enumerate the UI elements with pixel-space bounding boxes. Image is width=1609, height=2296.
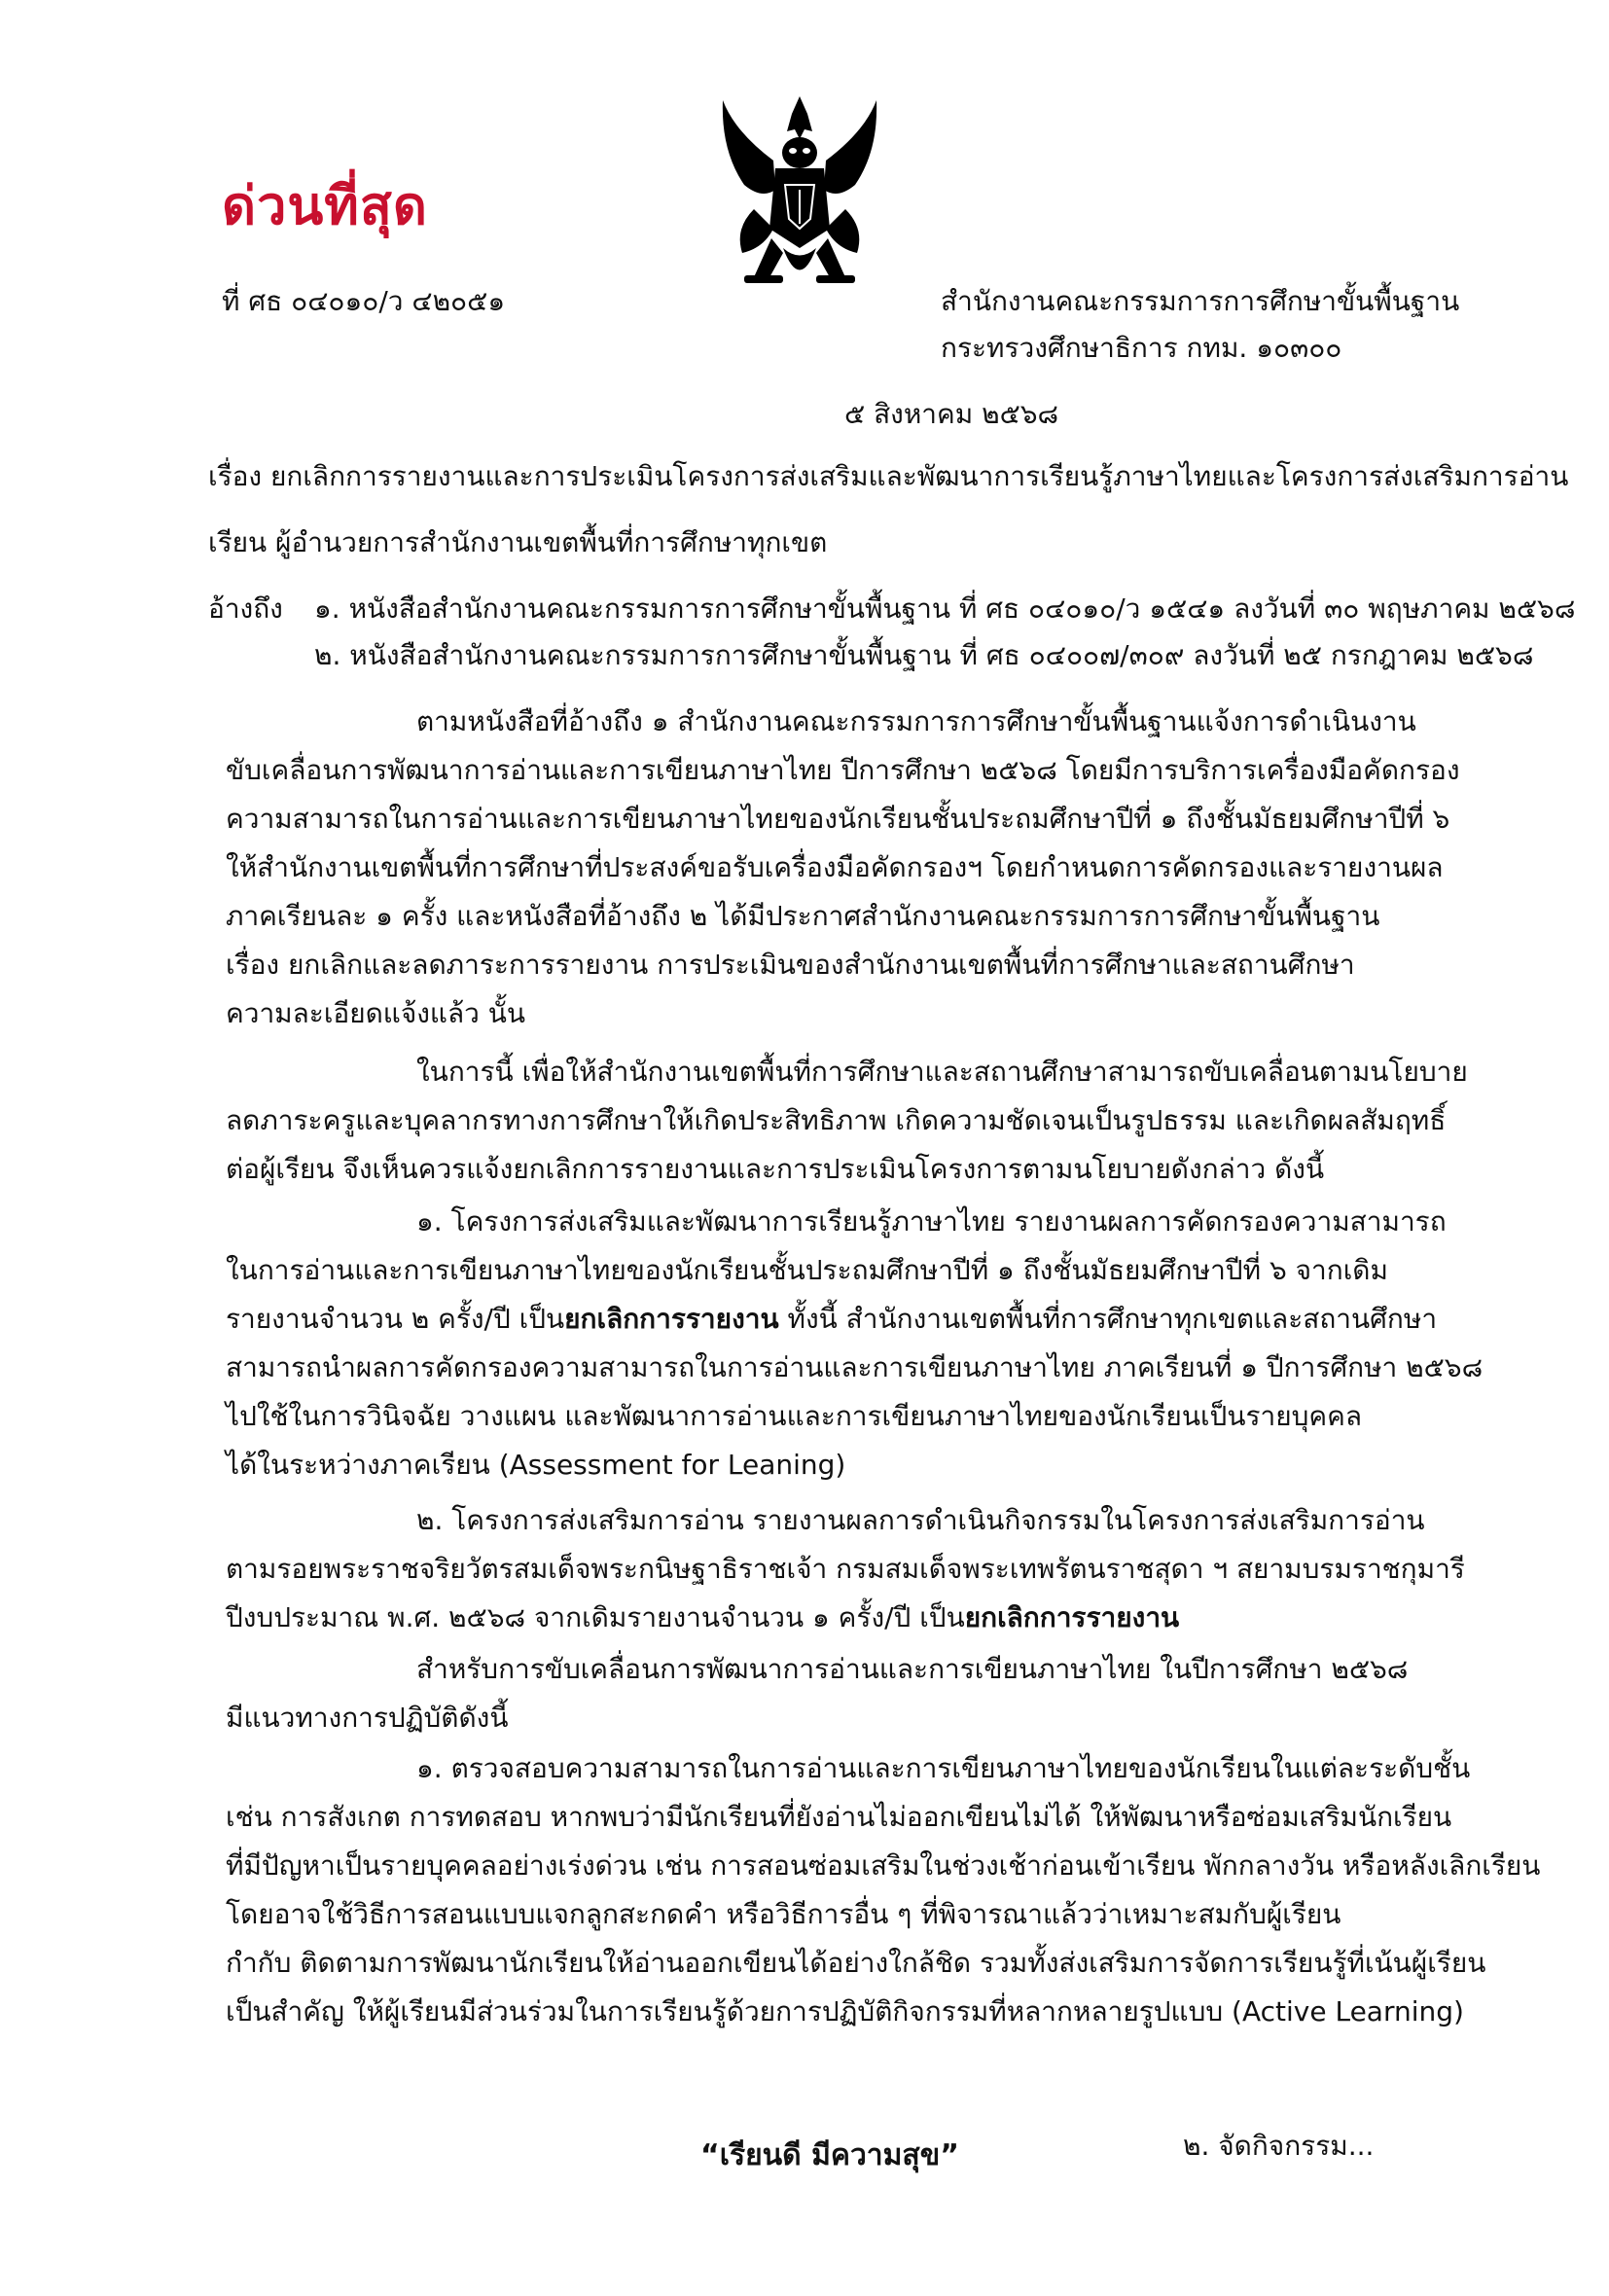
paragraph-line: ๒. โครงการส่งเสริมการอ่าน รายงานผลการดำเนินกิจกรรมในโครงการส่งเสริมการอ่าน bbox=[416, 1504, 1425, 1536]
subject-line: เรื่อง ยกเลิกการรายงานและการประเมินโครงการส่งเสริมและพัฒนาการเรียนรู้ภาษาไทยและโครงการส่งเสริมการอ่าน bbox=[208, 460, 1569, 492]
paragraph-line: เช่น การสังเกต การทดสอบ หากพบว่ามีนักเรียนที่ยังอ่านไม่ออกเขียนไม่ได้ ให้พัฒนาหรือซ่อมเสริมนักเรียน bbox=[226, 1801, 1452, 1833]
continuation-note: ๒. จัดกิจกรรม... bbox=[1183, 2130, 1375, 2162]
paragraph-line: ภาคเรียนละ ๑ ครั้ง และหนังสือที่อ้างถึง ๒ ได้มีประกาศสำนักงานคณะกรรมการการศึกษาขั้นพื้นฐาน bbox=[226, 900, 1380, 932]
paragraph-line: ต่อผู้เรียน จึงเห็นควรแจ้งยกเลิกการรายงานและการประเมินโครงการตามนโยบายดังกล่าว ดังนี้ bbox=[226, 1153, 1325, 1185]
paragraph-line: โดยอาจใช้วิธีการสอนแบบแจกลูกสะกดคำ หรือวิธีการอื่น ๆ ที่พิจารณาแล้วว่าเหมาะสมกับผู้เรียน bbox=[226, 1898, 1341, 1930]
paragraph-line: ๑. ตรวจสอบความสามารถในการอ่านและการเขียนภาษาไทยของนักเรียนในแต่ละระดับชั้น bbox=[416, 1752, 1471, 1784]
sender-organization: สำนักงานคณะกรรมการการศึกษาขั้นพื้นฐาน bbox=[941, 285, 1460, 317]
footer-motto: “เรียนดี มีความสุข” bbox=[700, 2138, 959, 2172]
paragraph-line: สามารถนำผลการคัดกรองความสามารถในการอ่านและการเขียนภาษาไทย ภาคเรียนที่ ๑ ปีการศึกษา ๒๕๖๘ bbox=[226, 1351, 1484, 1383]
paragraph-line: ความละเอียดแจ้งแล้ว นั้น bbox=[226, 997, 526, 1029]
reference-item-2: ๒. หนังสือสำนักงานคณะกรรมการการศึกษาขั้นพื้นฐาน ที่ ศธ ๐๔๐๐๗/๓๐๙ ลงวันที่ ๒๕ กรกฎาคม ๒๕๖๘ bbox=[314, 639, 1534, 671]
paragraph-line: สำหรับการขับเคลื่อนการพัฒนาการอ่านและการเขียนภาษาไทย ในปีการศึกษา ๒๕๖๘ bbox=[416, 1653, 1409, 1685]
line-text: ปีงบประมาณ พ.ศ. ๒๕๖๘ จากเดิมรายงานจำนวน ๑ ครั้ง/ปี เป็น bbox=[226, 1601, 965, 1633]
paragraph-line: เรื่อง ยกเลิกและลดภาระการรายงาน การประเมินของสำนักงานเขตพื้นที่การศึกษาและสถานศึกษา bbox=[226, 949, 1355, 981]
paragraph-line: กำกับ ติดตามการพัฒนานักเรียนให้อ่านออกเขียนได้อย่างใกล้ชิด รวมทั้งส่งเสริมการจัดการเรียนรู้ที่เน้นผู้เรียน bbox=[226, 1947, 1486, 1979]
cancel-report-emphasis: ยกเลิกการรายงาน bbox=[564, 1303, 779, 1335]
reference-label: อ้างถึง bbox=[208, 592, 283, 625]
paragraph-line: ๑. โครงการส่งเสริมและพัฒนาการเรียนรู้ภาษาไทย รายงานผลการคัดกรองความสามารถ bbox=[416, 1205, 1447, 1238]
document-number: ที่ ศธ ๐๔๐๑๐/ว ๔๒๐๕๑ bbox=[222, 285, 506, 317]
paragraph-line: เป็นสำคัญ ให้ผู้เรียนมีส่วนร่วมในการเรียนรู้ด้วยการปฏิบัติกิจกรรมที่หลากหลายรูปแบบ (Active Learning) bbox=[226, 1995, 1464, 2027]
sender-address: กระทรวงศึกษาธิการ กทม. ๑๐๓๐๐ bbox=[941, 332, 1342, 364]
paragraph-line: ตามหนังสือที่อ้างถึง ๑ สำนักงานคณะกรรมการการศึกษาขั้นพื้นฐานแจ้งการดำเนินงาน bbox=[416, 705, 1416, 737]
paragraph-line bbox=[226, 1600, 1179, 1635]
document-date: ๕ สิงหาคม ๒๕๖๘ bbox=[844, 398, 1059, 430]
paragraph-line: ที่มีปัญหาเป็นรายบุคคลอย่างเร่งด่วน เช่น การสอนซ่อมเสริมในช่วงเช้าก่อนเข้าเรียน พักกลางวัน หรือหลังเลิกเรียน bbox=[226, 1849, 1541, 1882]
paragraph-line bbox=[226, 1302, 1437, 1337]
paragraph-line: ตามรอยพระราชจริยวัตรสมเด็จพระกนิษฐาธิราชเจ้า กรมสมเด็จพระเทพรัตนราชสุดา ฯ สยามบรมราชกุมารี bbox=[226, 1553, 1465, 1585]
line-text: ทั้งนี้ สำนักงานเขตพื้นที่การศึกษาทุกเขตและสถานศึกษา bbox=[778, 1303, 1438, 1335]
urgent-stamp: ด่วนที่สุด bbox=[222, 174, 428, 236]
reference-item-1: ๑. หนังสือสำนักงานคณะกรรมการการศึกษาขั้นพื้นฐาน ที่ ศธ ๐๔๐๑๐/ว ๑๕๔๑ ลงวันที่ ๓๐ พฤษภาคม ๒๕๖๘ bbox=[314, 592, 1576, 625]
cancel-report-emphasis: ยกเลิกการรายงาน bbox=[964, 1601, 1180, 1633]
paragraph-line: ความสามารถในการอ่านและการเขียนภาษาไทยของนักเรียนชั้นประถมศึกษาปีที่ ๑ ถึงชั้นมัธยมศึกษาปีที่ ๖ bbox=[226, 803, 1450, 835]
paragraph-line: ให้สำนักงานเขตพื้นที่การศึกษาที่ประสงค์ขอรับเครื่องมือคัดกรองฯ โดยกำหนดการคัดกรองและรายงานผล bbox=[226, 851, 1444, 883]
paragraph-line: ได้ในระหว่างภาคเรียน (Assessment for Leaning) bbox=[226, 1449, 846, 1481]
paragraph-line: ลดภาระครูและบุคลากรทางการศึกษาให้เกิดประสิทธิภาพ เกิดความชัดเจนเป็นรูปธรรม และเกิดผลสัมฤทธิ์ bbox=[226, 1104, 1447, 1136]
paragraph-line: ในการนี้ เพื่อให้สำนักงานเขตพื้นที่การศึกษาและสถานศึกษาสามารถขับเคลื่อนตามนโยบาย bbox=[416, 1056, 1468, 1088]
paragraph-line: ขับเคลื่อนการพัฒนาการอ่านและการเขียนภาษาไทย ปีการศึกษา ๒๕๖๘ โดยมีการบริการเครื่องมือคัดกรอง bbox=[226, 754, 1460, 786]
paragraph-line: ไปใช้ในการวินิจฉัย วางแผน และพัฒนาการอ่านและการเขียนภาษาไทยของนักเรียนเป็นรายบุคคล bbox=[226, 1400, 1363, 1432]
paragraph-line: มีแนวทางการปฏิบัติดังนี้ bbox=[226, 1702, 509, 1734]
line-text: รายงานจำนวน ๒ ครั้ง/ปี เป็น bbox=[226, 1303, 565, 1335]
garuda-emblem-icon bbox=[715, 92, 885, 297]
paragraph-line: ในการอ่านและการเขียนภาษาไทยของนักเรียนชั้นประถมศึกษาปีที่ ๑ ถึงชั้นมัธยมศึกษาปีที่ ๖ จากเดิม bbox=[226, 1254, 1388, 1286]
recipient-line: เรียน ผู้อำนวยการสำนักงานเขตพื้นที่การศึกษาทุกเขต bbox=[208, 526, 828, 558]
